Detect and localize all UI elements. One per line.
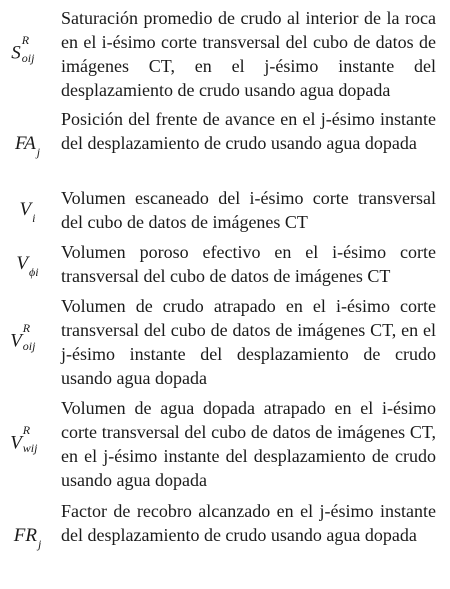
definition-text: Saturación promedio de crudo al interior de la roca en el i-ésimo corte transversal del cubo de datos de imágenes CT, en el j-ésimo instante del desplazamiento de crudo usando agua dopada [61, 8, 436, 100]
symbol-fa-j [0, 134, 55, 158]
symbol-base: V [10, 330, 22, 352]
symbol-fr-j [0, 526, 55, 550]
symbol-superscript: R [22, 423, 31, 437]
symbol-base: V [16, 253, 29, 274]
symbol-base: FA [14, 133, 36, 154]
symbol-s-r-oij [0, 33, 55, 66]
symbol-v-r-wij [0, 423, 55, 456]
symbol-subscript: oij [21, 51, 35, 65]
symbol-base: V [19, 199, 32, 220]
definition-text: Factor de recobro alcanzado en el j-ésimo instante del desplazamiento de crudo usando agua dopada [61, 501, 436, 545]
symbol-v-i [0, 200, 55, 224]
symbol-subscript: j [37, 537, 42, 551]
definition-text: Posición del frente de avance en el j-ésimo instante del desplazamiento de crudo usando agua dopada [61, 109, 436, 153]
symbol-subscript: j [36, 145, 41, 159]
symbol-base: V [10, 432, 22, 454]
symbol-subscript: wij [22, 441, 38, 455]
symbol-subscript: i [32, 211, 36, 225]
definition-text: Volumen poroso efectivo en el i-ésimo corte transversal del cubo de datos de imágenes CT [61, 242, 436, 286]
symbol-superscript: R [22, 321, 31, 335]
definition-text: Volumen de crudo atrapado en el i-ésimo corte transversal del cubo de datos de imágenes CT, en el j-ésimo instante del desplazamiento de crudo usando agua dopada [61, 296, 436, 388]
symbol-subscript: oij [22, 339, 36, 353]
symbol-v-phi-i [0, 254, 55, 278]
symbol-subscript: ϕi [29, 265, 39, 279]
symbol-base: FR [13, 525, 37, 546]
definition-text: Volumen escaneado del i-ésimo corte transversal del cubo de datos de imágenes CT [61, 188, 436, 232]
definition-text: Volumen de agua dopada atrapado en el i-ésimo corte transversal del cubo de datos de imágenes CT, en el j-ésimo instante del desplazamiento de crudo usando agua dopada [61, 398, 436, 490]
symbol-v-r-oij [0, 321, 55, 354]
symbol-superscript: R [21, 33, 30, 47]
symbol-base: S [11, 42, 21, 64]
